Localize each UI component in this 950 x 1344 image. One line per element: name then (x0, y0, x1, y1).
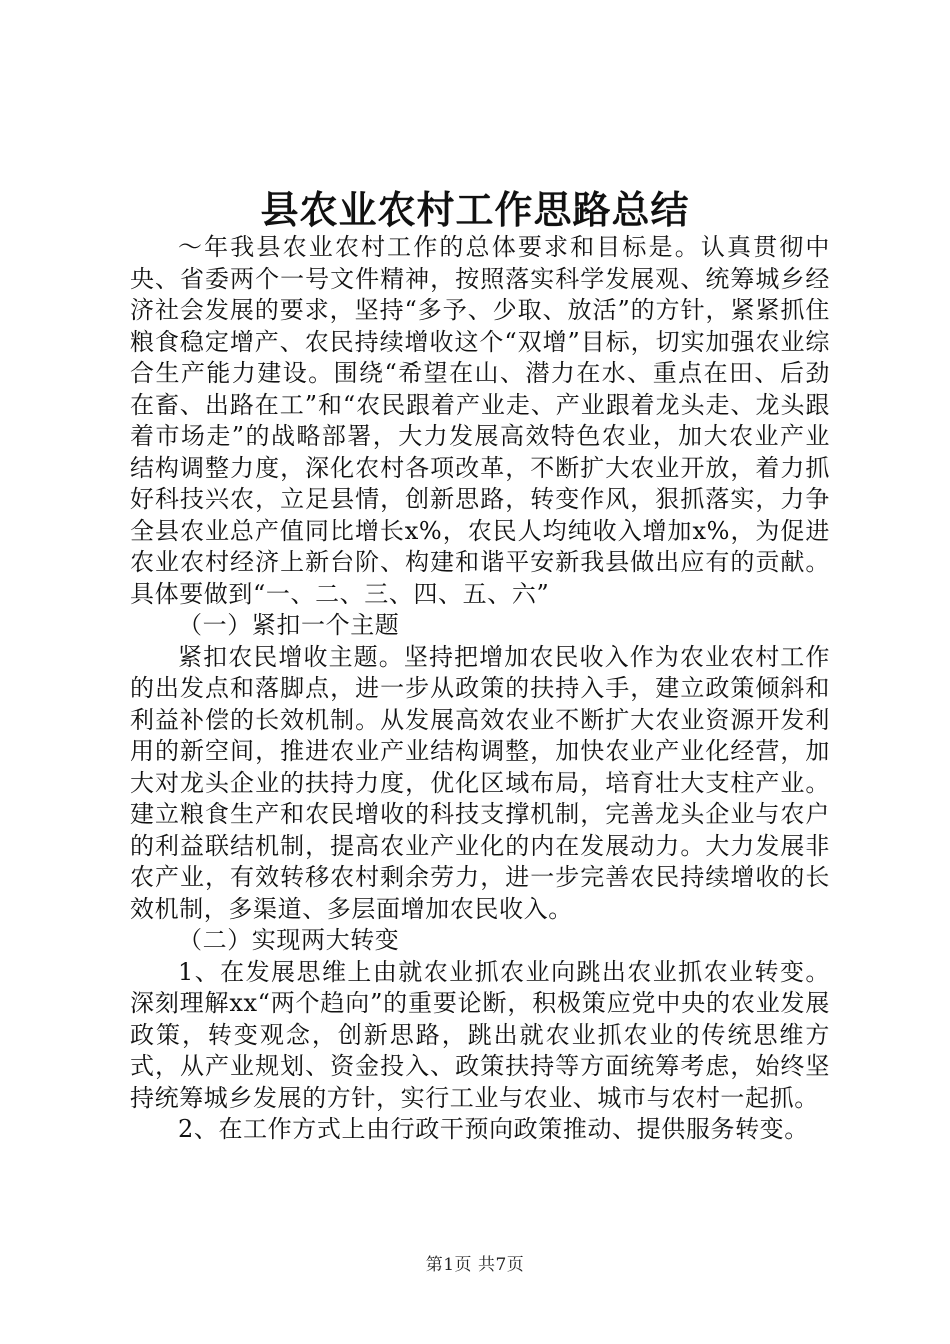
page-title: 县农业农村工作思路总结 (260, 187, 690, 232)
intro-paragraph: ～年我县农业农村工作的总体要求和目标是。认真贯彻中央、省委两个一号文件精神，按照落实科学发展观、统筹城乡经济社会发展的要求，坚持“多予、少取、放活”的方针，紧紧抓住粮食稳定增产、农民持续增收这个“双增”目标，切实加强农业综合生产能力建设。围绕“希望在山、潜力在水、重点在田、后劲在畜、出路在工”和“农民跟着产业走、产业跟着龙头走、龙头跟着市场走”的战略部署，大力发展高效特色农业，加大农业产业结构调整力度，深化农村各项改革，不断扩大农业开放，着力抓好科技兴农，立足县情，创新思路，转变作风，狠抓落实，力争全县农业总产值同比增长x%，农民人均纯收入增加x%，为促进农业农村经济上新台阶、构建和谐平安新我县做出应有的贡献。具体要做到“一、二、三、四、五、六” (130, 233, 830, 608)
document-body (130, 232, 830, 1146)
section-2-item-1-paragraph: 1、在发展思维上由就农业抓农业向跳出农业抓农业转变。深刻理解xx“两个趋向”的重要论断，积极策应党中央的农业发展政策，转变观念，创新思路，跳出就农业抓农业的传统思维方式，从产业规划、资金投入、政策扶持等方面统筹考虑，始终坚持统筹城乡发展的方针，实行工业与农业、城市与农村一起抓。 (130, 957, 830, 1112)
page-footer: 第1页 共7页 (425, 1255, 525, 1275)
section-heading-2: （二）实现两大转变 (178, 926, 400, 954)
section-2-item-2-paragraph: 2、在工作方式上由行政干预向政策推动、提供服务转变。 (178, 1115, 809, 1143)
section-1-paragraph: 紧扣农民增收主题。坚持把增加农民收入作为农业农村工作的出发点和落脚点，进一步从政策的扶持入手，建立政策倾斜和利益补偿的长效机制。从发展高效农业不断扩大农业资源开发利用的新空间，推进农业产业结构调整，加快农业产业化经营，加大对龙头企业的扶持力度，优化区域布局，培育壮大支柱产业。建立粮食生产和农民增收的科技支撑机制，完善龙头企业与农户的利益联结机制，提高农业产业化的内在发展动力。大力发展非农产业，有效转移农村剩余劳力，进一步完善农民持续增收的长效机制，多渠道、多层面增加农民收入。 (130, 642, 830, 923)
section-heading-1: （一）紧扣一个主题 (178, 611, 400, 639)
